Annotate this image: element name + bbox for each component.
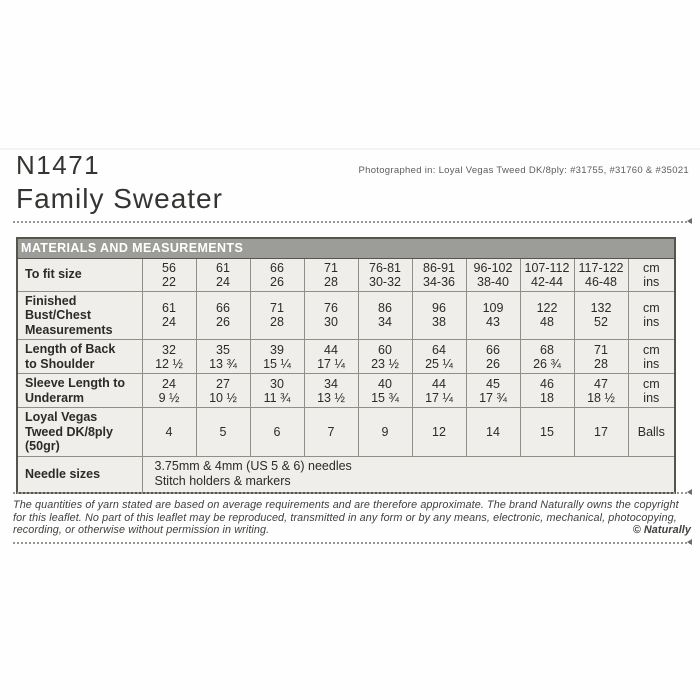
value-cell: 122 48 <box>520 291 574 340</box>
row-label-needle-sizes: Needle sizes <box>17 456 142 493</box>
row-label: Sleeve Length to Underarm <box>17 374 142 408</box>
value-cell: 7 <box>304 408 358 457</box>
table-banner-row <box>17 238 675 258</box>
unit-cell: cm ins <box>628 340 675 374</box>
value-cell: 76 30 <box>304 291 358 340</box>
value-cell: 5 <box>196 408 250 457</box>
value-cell: 14 <box>466 408 520 457</box>
divider-arrow-icon <box>687 539 692 545</box>
value-cell: 24 9 ½ <box>142 374 196 408</box>
unit-cell: Balls <box>628 408 675 457</box>
divider-dotted-top <box>13 221 691 223</box>
value-cell: 66 26 <box>250 258 304 291</box>
copyright-line-3-text: recording, or otherwise without permission in writing. <box>13 524 270 537</box>
divider-dotted-bottom <box>13 542 691 544</box>
table-row-needle-sizes <box>17 456 675 493</box>
needle-info-line-1: 3.75mm & 4mm (US 5 & 6) needles <box>154 458 352 473</box>
pattern-number: N1471 <box>16 150 101 180</box>
unit-cell: cm ins <box>628 374 675 408</box>
value-cell: 61 24 <box>196 258 250 291</box>
row-label: Finished Bust/Chest Measurements <box>17 291 142 340</box>
copyright-line-3 <box>13 524 691 537</box>
needle-info-cell <box>142 456 675 493</box>
value-cell: 71 28 <box>574 340 628 374</box>
value-cell: 6 <box>250 408 304 457</box>
scan-artifact-line <box>0 148 700 150</box>
value-cell: 32 12 ½ <box>142 340 196 374</box>
divider-dotted-middle <box>13 492 691 494</box>
value-cell: 60 23 ½ <box>358 340 412 374</box>
unit-cell: cm ins <box>628 258 675 291</box>
copyright-line-2: for this leaflet. No part of this leaflet may be reproduced, transmitted in any form or by any means, electronic, mechanical, photocopying, <box>13 511 677 524</box>
row-label: Loyal Vegas Tweed DK/8ply (50gr) <box>17 408 142 457</box>
pattern-title <box>16 152 223 213</box>
table-row <box>17 408 675 457</box>
value-cell: 132 52 <box>574 291 628 340</box>
value-cell: 27 10 ½ <box>196 374 250 408</box>
pattern-name: Family Sweater <box>16 183 223 214</box>
value-cell: 46 18 <box>520 374 574 408</box>
value-cell: 71 28 <box>304 258 358 291</box>
brand-copyright: © Naturally <box>632 524 691 537</box>
value-cell: 39 15 ¼ <box>250 340 304 374</box>
value-cell: 86-91 34-36 <box>412 258 466 291</box>
value-cell: 61 24 <box>142 291 196 340</box>
value-cell: 30 11 ¾ <box>250 374 304 408</box>
value-cell: 66 26 <box>196 291 250 340</box>
value-cell: 56 22 <box>142 258 196 291</box>
table-row <box>17 291 675 340</box>
value-cell: 109 43 <box>466 291 520 340</box>
value-cell: 71 28 <box>250 291 304 340</box>
value-cell: 40 15 ¾ <box>358 374 412 408</box>
materials-measurements-table <box>16 237 676 494</box>
value-cell: 96-102 38-40 <box>466 258 520 291</box>
value-cell: 15 <box>520 408 574 457</box>
value-cell: 96 38 <box>412 291 466 340</box>
needle-info-line-2: Stitch holders & markers <box>154 474 291 488</box>
value-cell: 64 25 ¼ <box>412 340 466 374</box>
value-cell: 4 <box>142 408 196 457</box>
value-cell: 9 <box>358 408 412 457</box>
value-cell: 117-122 46-48 <box>574 258 628 291</box>
table-row <box>17 340 675 374</box>
table-row <box>17 374 675 408</box>
table-row <box>17 258 675 291</box>
value-cell: 12 <box>412 408 466 457</box>
table-title: MATERIALS AND MEASUREMENTS <box>17 238 675 258</box>
copyright-notice <box>13 499 691 537</box>
row-label: To fit size <box>17 258 142 291</box>
value-cell: 44 17 ¼ <box>304 340 358 374</box>
value-cell: 44 17 ¼ <box>412 374 466 408</box>
row-label: Length of Back to Shoulder <box>17 340 142 374</box>
copyright-line-1: The quantities of yarn stated are based on average requirements and are therefore approximate. The brand Naturally owns the copyright <box>13 499 679 511</box>
value-cell: 34 13 ½ <box>304 374 358 408</box>
value-cell: 107-112 42-44 <box>520 258 574 291</box>
value-cell: 86 34 <box>358 291 412 340</box>
value-cell: 35 13 ¾ <box>196 340 250 374</box>
divider-arrow-icon <box>687 218 692 224</box>
value-cell: 76-81 30-32 <box>358 258 412 291</box>
divider-arrow-icon <box>687 489 692 495</box>
value-cell: 47 18 ½ <box>574 374 628 408</box>
photographed-in-note: Photographed in: Loyal Vegas Tweed DK/8ply: #31755, #31760 & #35021 <box>358 165 689 176</box>
value-cell: 66 26 <box>466 340 520 374</box>
value-cell: 45 17 ¾ <box>466 374 520 408</box>
value-cell: 17 <box>574 408 628 457</box>
value-cell: 68 26 ¾ <box>520 340 574 374</box>
unit-cell: cm ins <box>628 291 675 340</box>
